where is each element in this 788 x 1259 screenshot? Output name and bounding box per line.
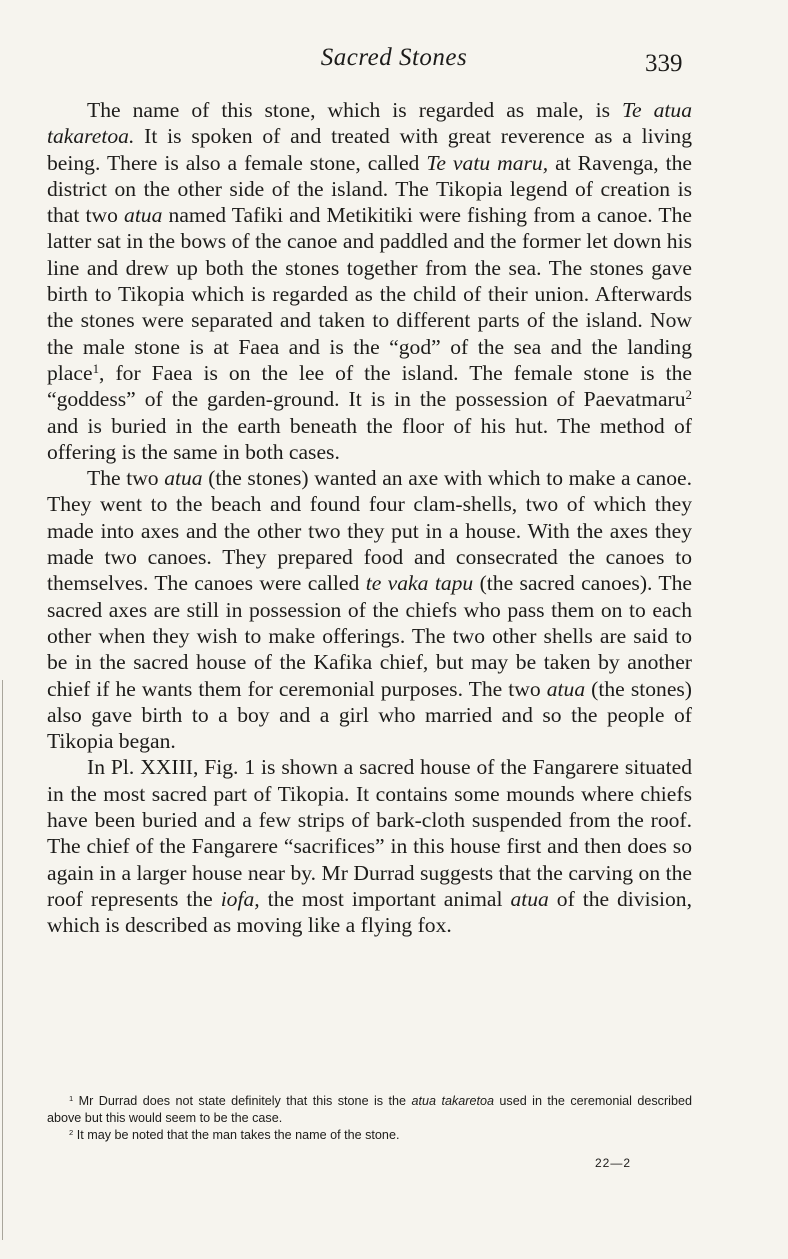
footnote-1: [47, 1093, 692, 1127]
italic-term: iofa,: [220, 886, 260, 911]
text-run: the most important animal: [259, 886, 511, 911]
text-run: and is buried in the earth beneath the floor of his hut. The method of offering is the same in both cases.: [47, 413, 692, 464]
paragraph-3: [47, 754, 692, 938]
main-text: [47, 97, 692, 939]
footnote-2: [47, 1127, 692, 1144]
footnote-ref-1[interactable]: 1: [92, 360, 100, 376]
signature-mark: 22—2: [595, 1156, 632, 1170]
page-number: 339: [645, 50, 683, 77]
text-run: (the sacred canoes). The sacred axes are still in possession of the chiefs who pass them on to each other when they wish to make offerings. The two other shells are said to be in the sacred house of the Kafika chief, but may be taken by another chief if he wants them for ceremonial purposes. The two: [47, 571, 692, 701]
italic-term: atua: [124, 203, 163, 228]
paragraph-2: [47, 465, 692, 754]
text-run: The name of this stone, which is regarded as male, is: [87, 98, 622, 122]
italic-term: Te vatu maru,: [426, 150, 549, 175]
footnote-text: It may be noted that the man takes the name of the stone.: [73, 1128, 400, 1142]
binding-edge-divider: [2, 680, 3, 1240]
text-run: of the division, which is described as moving like a flying fox.: [47, 886, 692, 938]
footnote-marker: 2: [69, 1127, 74, 1137]
running-head-title: Sacred Stones: [320, 44, 468, 71]
italic-term: atua takaretoa: [411, 1094, 494, 1108]
footnotes: [47, 1093, 692, 1144]
text-run: The two: [87, 466, 165, 491]
footnote-text: Mr Durrad does not state definitely that this stone is the: [73, 1094, 412, 1108]
italic-term: te vaka tapu: [365, 571, 474, 596]
paragraph-1: [47, 97, 692, 465]
italic-term: atua: [510, 886, 549, 911]
italic-term: Te atua takaretoa.: [47, 98, 692, 149]
footnote-ref-2[interactable]: 2: [685, 387, 692, 403]
footnote-text: used in the ceremonial described above but this would seem to be the case.: [47, 1094, 692, 1125]
text-run: (the stones) also gave birth to a boy and a girl who married and so the people of Tikopia began.: [47, 676, 692, 754]
text-run: In Pl. XXIII, Fig. 1 is shown a sacred house of the Fangarere situated in the most sacred part of Tikopia. It contains some mounds where chiefs have been buried and a few strips of bark-cloth suspended from the roof. The chief of the Fangarere “sacrifices” in this house first and then does so again in a larger house near by. Mr Durrad suggests that the carving on the roof represents the: [47, 755, 692, 911]
text-run: (the stones) wanted an axe with which to make a canoe. They went to the beach and found four clam-shells, two of which they made into axes and the other two they put in a house. With the axes they made two canoes. They prepared food and consecrated the canoes to themselves. The canoes were called: [47, 466, 692, 596]
italic-term: atua: [546, 676, 586, 701]
text-run: named Tafiki and Metikitiki were fishing from a canoe. The latter sat in the bows of the canoe and paddled and the former let down his line and drew up both the stones together from the sea. The stones gave birth to Tikopia which is regarded as the child of their union. Afterwards the stones were separated and taken to different parts of the island. Now the male stone is at Faea and is the “god” of the sea and the landing place: [47, 203, 692, 385]
text-run: It is spoken of and treated with great reverence as a living being. There is also a female stone, called: [47, 124, 692, 175]
text-run: at Ravenga, the district on the other side of the island. The Tikopia legend of creation is that two: [47, 150, 693, 228]
text-run: , for Faea is on the lee of the island. The female stone is the “goddess” of the garden-ground. It is in the possession of Paevatmaru: [47, 360, 692, 412]
footnote-marker: 1: [69, 1093, 74, 1103]
italic-term: atua: [164, 466, 203, 491]
